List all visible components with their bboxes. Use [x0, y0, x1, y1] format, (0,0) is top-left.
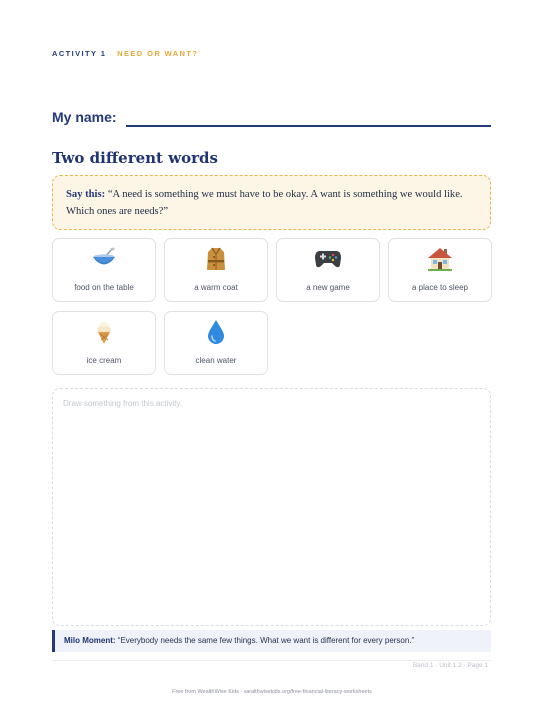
activity-separator: · [109, 49, 114, 58]
page-info: Band 1 · Unit 1.2 · Page 1 [412, 662, 488, 669]
house-icon [389, 246, 491, 270]
activity-title: NEED OR WANT? [117, 49, 199, 58]
say-this-text: “A need is something we must have to be okay. A want is something we would like. Which ones are needs?” [66, 189, 463, 217]
card-label: a place to sleep [411, 283, 469, 292]
name-row [52, 109, 491, 129]
name-write-line[interactable] [126, 125, 491, 127]
section-title: Two different words [52, 149, 218, 167]
card-label: ice cream [86, 356, 122, 365]
water-drop-icon [165, 319, 267, 343]
card-label: food on the table [74, 283, 134, 292]
bowl-icon [53, 246, 155, 270]
activity-label [52, 49, 198, 58]
milo-moment-text: “Everybody needs the same few things. What we want is different for every person.” [117, 636, 415, 645]
drawing-hint: Draw something from this activity. [63, 399, 182, 408]
card-ice-cream[interactable] [52, 311, 156, 375]
footer-credit: Free from WealthWise Kids · wealthwisekids.org/free-financial-literacy-worksheets [172, 689, 372, 695]
footer-divider [52, 660, 491, 661]
card-a-place-to-sleep[interactable] [388, 238, 492, 302]
coat-icon [165, 246, 267, 270]
card-food-on-the-table[interactable] [52, 238, 156, 302]
say-this-box [52, 175, 491, 230]
ice-cream-icon [53, 319, 155, 343]
drawing-area[interactable] [52, 388, 491, 626]
card-clean-water[interactable] [164, 311, 268, 375]
card-a-new-game[interactable] [276, 238, 380, 302]
milo-moment [52, 630, 491, 652]
game-controller-icon [277, 246, 379, 270]
card-label: a warm coat [194, 283, 238, 292]
say-this-lead: Say this: [66, 189, 106, 200]
card-label: clean water [195, 356, 237, 365]
activity-number: ACTIVITY 1 [52, 49, 107, 58]
card-a-warm-coat[interactable] [164, 238, 268, 302]
milo-moment-lead: Milo Moment: [64, 636, 116, 645]
name-label: My name: [52, 109, 117, 125]
card-label: a new game [306, 283, 350, 292]
